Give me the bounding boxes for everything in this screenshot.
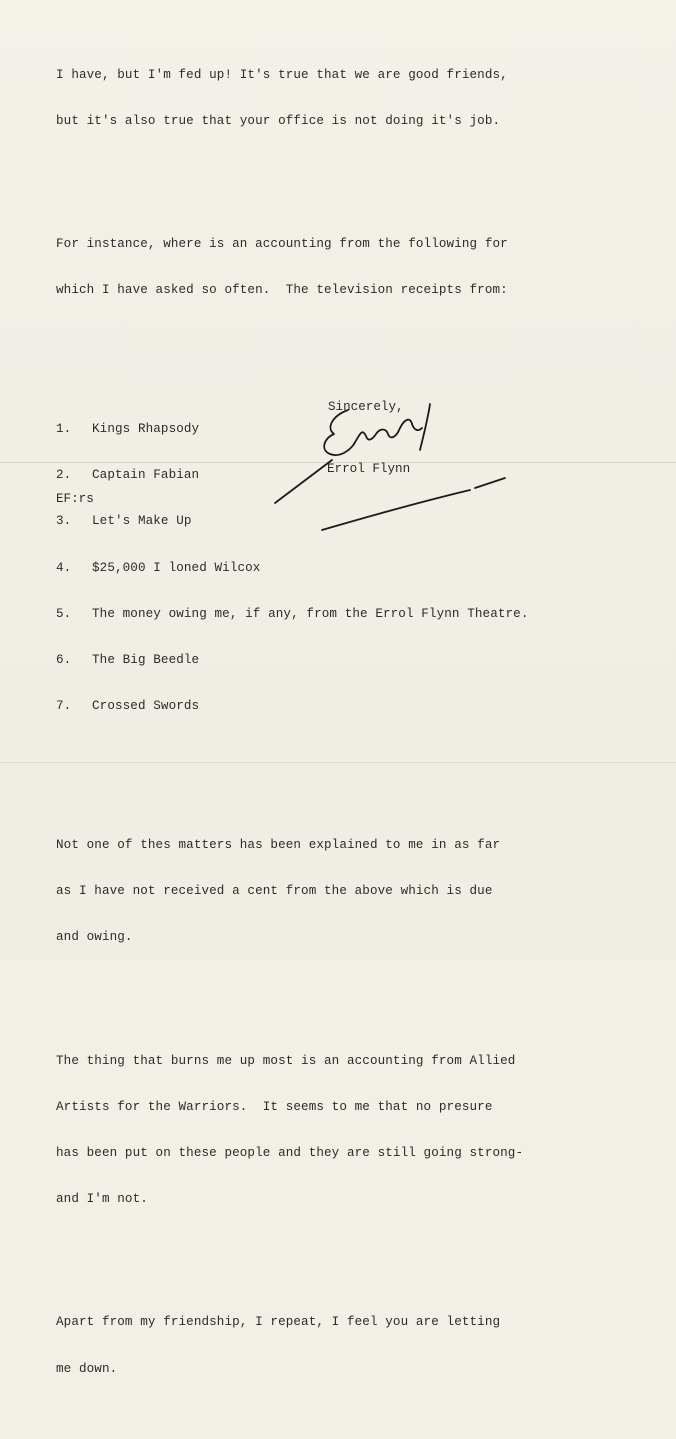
item-number: 6. [56, 653, 72, 668]
list-item [56, 607, 646, 622]
body-line: but it's also true that your office is not doing it's job. [56, 113, 501, 128]
item-text: Captain Fabian [92, 468, 200, 483]
body-line: as I have not received a cent from the above which is due [56, 884, 493, 899]
item-number: 7. [56, 699, 72, 714]
body-line: The thing that burns me up most is an accounting from Allied [56, 1053, 516, 1068]
item-text: Let's Make Up [92, 514, 192, 529]
body-line: which I have asked so often. The television receipts from: [56, 283, 508, 298]
body-line: Not one of thes matters has been explained to me in as far [56, 837, 501, 852]
body-line: I have, but I'm fed up! It's true that we are good friends, [56, 67, 508, 82]
body-line: and owing. [56, 930, 133, 945]
item-number: 3. [56, 514, 72, 529]
body-line: Apart from my friendship, I repeat, I feel you are letting [56, 1315, 501, 1330]
item-number: 4. [56, 560, 72, 575]
list-item [56, 699, 646, 714]
item-number: 1. [56, 421, 72, 436]
item-text: Kings Rhapsody [92, 421, 200, 436]
body-line: and I'm not. [56, 1192, 148, 1207]
paragraph-request [56, 206, 646, 329]
body-line: Artists for the Warriors. It seems to me that no presure [56, 1099, 493, 1114]
paragraph-unexplained [56, 807, 646, 976]
list-item [56, 561, 646, 576]
typed-signature-name: Errol Flynn [327, 462, 411, 476]
item-number: 5. [56, 606, 72, 621]
body-line: me down. [56, 1361, 118, 1376]
paragraph-opening [56, 37, 646, 160]
item-text: Crossed Swords [92, 699, 200, 714]
body-line: has been put on these people and they are still going strong- [56, 1146, 524, 1160]
letter-body [56, 6, 646, 1439]
item-text: The money owing me, if any, from the Errol Flynn Theatre. [92, 606, 529, 621]
closing-salutation: Sincerely, [328, 400, 404, 414]
typist-initials: EF:rs [56, 492, 94, 506]
item-text: $25,000 I loned Wilcox [92, 560, 261, 575]
item-number: 2. [56, 468, 72, 483]
paragraph-allied-artists [56, 1023, 646, 1239]
paragraph-closing-remark [56, 1285, 646, 1408]
body-line: For instance, where is an accounting from the following for [56, 237, 508, 252]
item-text: The Big Beedle [92, 653, 200, 668]
list-item [56, 653, 646, 668]
